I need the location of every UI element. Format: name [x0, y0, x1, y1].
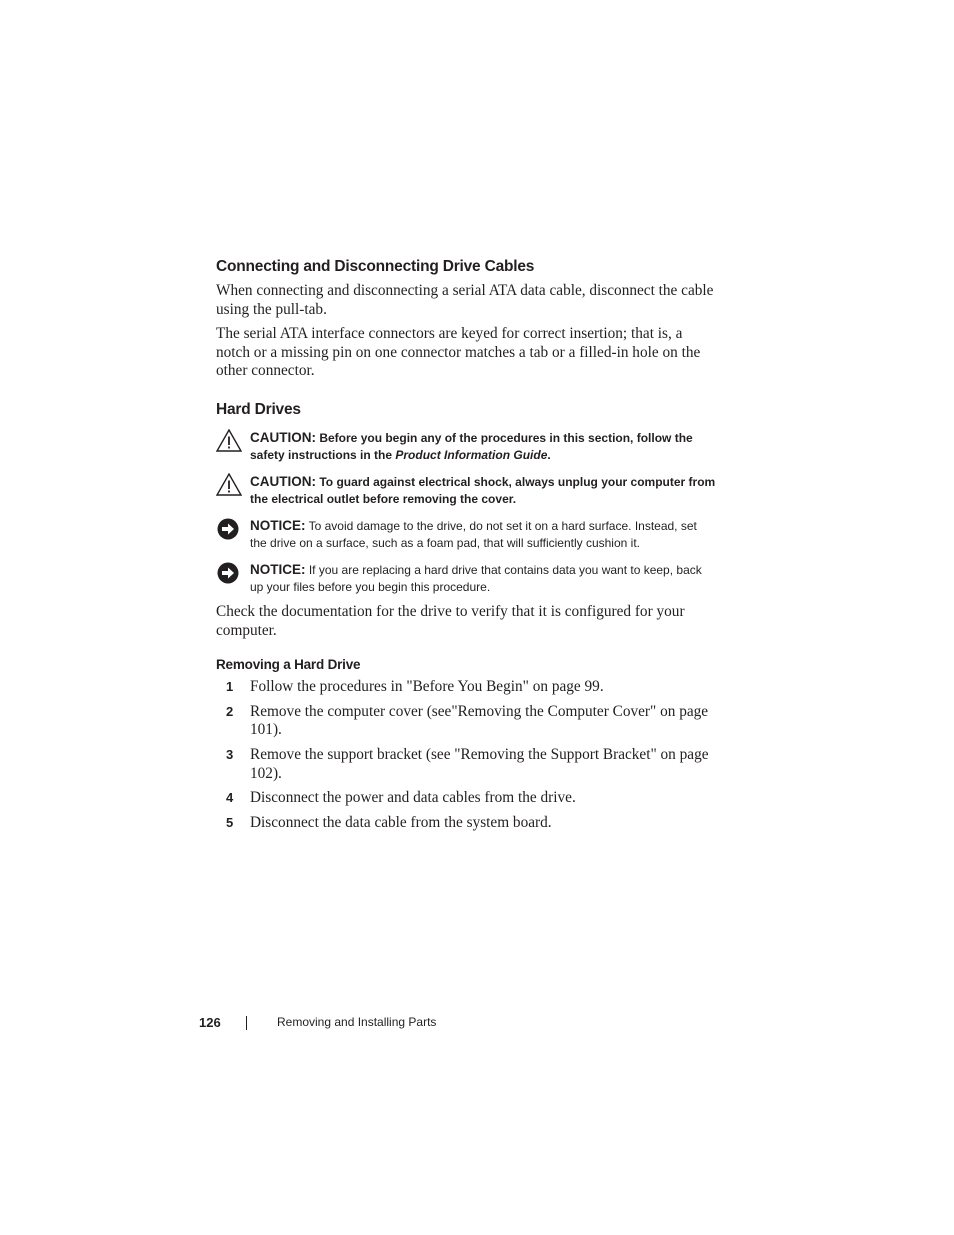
notice-note-hard-surface [216, 517, 716, 552]
step-text: Remove the support bracket (see "Removing the Support Bracket" on page 102). [250, 745, 709, 782]
caution-text: Before you begin any of the procedures in this section, follow the safety instructions in the [250, 430, 693, 462]
section-heading-drive-cables: Connecting and Disconnecting Drive Cables [216, 258, 535, 275]
notice-text: To avoid damage to the drive, do not set it on a hard surface. Instead, set the drive on a surface, such as a foam pad, that will sufficiently cushion it. [250, 518, 697, 550]
list-item [216, 703, 716, 740]
step-number: 4 [226, 790, 234, 806]
step-number: 1 [226, 679, 234, 695]
notice-text: If you are replacing a hard drive that contains data you want to keep, back up your files before you begin this procedure. [250, 562, 702, 594]
caution-note-safety [216, 429, 716, 464]
step-text: Disconnect the data cable from the system board. [250, 813, 552, 831]
caution-note-shock [216, 473, 716, 508]
step-number: 2 [226, 703, 234, 719]
list-item [216, 789, 716, 808]
caution-triangle-icon [216, 473, 242, 502]
caution-triangle-icon [216, 429, 242, 458]
notice-icon [216, 561, 240, 590]
page-content [216, 258, 716, 838]
paragraph-pull-tab: When connecting and disconnecting a serial ATA data cable, disconnect the cable using the pull-tab. [216, 282, 714, 318]
paragraph-check-documentation: Check the documentation for the drive to verify that it is configured for your computer. [216, 602, 685, 639]
step-number: 5 [226, 814, 234, 830]
list-item [216, 678, 716, 697]
caution-end: . [547, 447, 551, 462]
paragraph-keyed-connectors: The serial ATA interface connectors are keyed for correct insertion; that is, a notch or a missing pin on one connector matches a tab or a filled-in hole on the other connector. [216, 325, 701, 380]
notice-label: NOTICE: [250, 517, 306, 533]
caution-label: CAUTION: [250, 473, 316, 489]
step-text: Remove the computer cover (see"Removing the Computer Cover" on page 101). [250, 702, 709, 739]
chapter-title: Removing and Installing Parts [277, 1015, 437, 1029]
step-text: Disconnect the power and data cables from the drive. [250, 789, 576, 807]
caution-label: CAUTION: [250, 429, 316, 445]
step-text: Follow the procedures in "Before You Begin" on page 99. [250, 678, 604, 696]
list-item [216, 814, 716, 833]
section-heading-hard-drives: Hard Drives [216, 400, 301, 418]
footer-divider [246, 1016, 247, 1030]
notice-label: NOTICE: [250, 561, 306, 577]
caution-text: To guard against electrical shock, always unplug your computer from the electrical outlet before removing the cover. [250, 474, 716, 506]
procedure-steps [216, 678, 716, 832]
page-number: 126 [199, 1015, 221, 1030]
caution-reference-guide: Product Information Guide [395, 447, 548, 462]
list-item [216, 746, 716, 783]
step-number: 3 [226, 746, 234, 762]
subsection-heading-removing-hard-drive: Removing a Hard Drive [216, 657, 361, 673]
notice-icon [216, 517, 240, 546]
notice-note-backup [216, 561, 716, 596]
